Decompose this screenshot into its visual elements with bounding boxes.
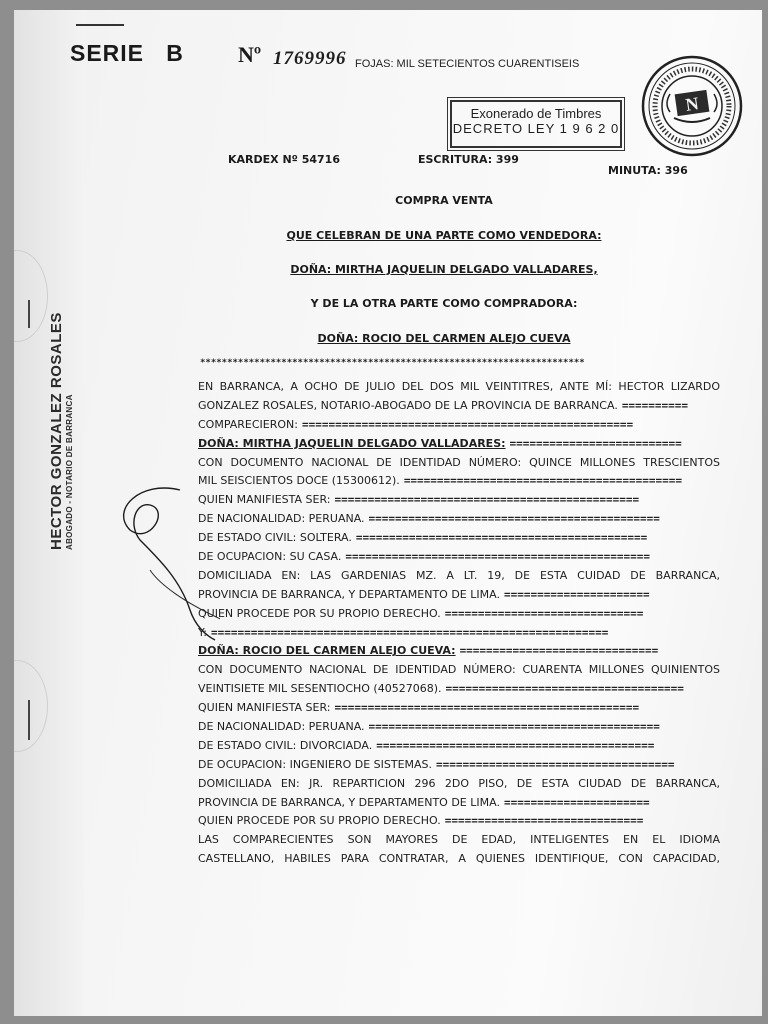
body-line-text: QUIEN MANIFIESTA SER: (198, 701, 331, 715)
margin-mark (28, 300, 30, 328)
kardex-number: KARDEX Nº 54716 (228, 153, 340, 166)
body-line-fill: ============================================================ (210, 625, 609, 639)
body-line (198, 397, 720, 416)
body-line (198, 661, 720, 680)
exoneration-stamp (450, 100, 622, 148)
body-line-text: VEINTISIETE MIL SESENTIOCHO (40527068). (198, 682, 442, 696)
body-line-fill: ========== (621, 398, 689, 412)
body-line (198, 491, 720, 510)
body-line (198, 642, 720, 661)
body-line-text: DE ESTADO CIVIL: SOLTERA. (198, 531, 352, 545)
body-line (198, 737, 720, 756)
body-line-text: MIL SEISCIENTOS DOCE (15300612). (198, 474, 400, 488)
body-line-text: CON DOCUMENTO NACIONAL DE IDENTIDAD NÚMERO: CUARENTA MILLONES QUINIENTOS (198, 663, 720, 677)
asterisk-separator: *********************************************************************** (200, 358, 585, 368)
body-line (198, 624, 720, 643)
notary-signature-icon (110, 450, 220, 660)
deed-buyer-name: DOÑA: ROCIO DEL CARMEN ALEJO CUEVA (317, 332, 571, 345)
body-line (198, 567, 720, 586)
body-line-fill: ====================== (503, 795, 650, 809)
body-line-fill: ========================================== (403, 474, 682, 488)
body-line-text: DE NACIONALIDAD: PERUANA. (198, 512, 365, 526)
svg-text:N: N (684, 93, 700, 115)
body-line (198, 472, 720, 491)
body-line-fill: ============================================ (368, 720, 660, 734)
body-line (198, 510, 720, 529)
body-line-text: DE ESTADO CIVIL: DIVORCIADA. (198, 738, 373, 752)
body-line-text: QUIEN MANIFIESTA SER: (198, 493, 331, 507)
margin-mark (28, 700, 30, 740)
fojas-label: FOJAS: MIL SETECIENTOS CUARENTISEIS (355, 58, 580, 70)
body-line-text: LAS COMPARECIENTES SON MAYORES DE EDAD, INTELIGENTES EN EL IDIOMA (198, 833, 720, 847)
body-line-text: DOÑA: ROCIO DEL CARMEN ALEJO CUEVA: (198, 644, 456, 658)
body-line-fill: ==================================== (445, 682, 684, 696)
body-line-text: GONZALEZ ROSALES, NOTARIO-ABOGADO DE LA PROVINCIA DE BARRANCA. (198, 398, 618, 412)
body-line-text: DOMICILIADA EN: JR. REPARTICION 296 2DO PISO, DE ESTA CIUDAD DE BARRANCA, (198, 776, 720, 790)
body-line (198, 680, 720, 699)
body-line-fill: ============================================== (334, 493, 640, 507)
deed-subtitle-seller-intro: QUE CELEBRAN DE UNA PARTE COMO VENDEDORA: (286, 229, 602, 242)
body-line (198, 548, 720, 567)
body-line-text: CASTELLANO, HABILES PARA CONTRATAR, A QUIENES IDENTIFIQUE, CON CAPACIDAD, (198, 852, 720, 866)
minuta-number: MINUTA: 396 (608, 164, 688, 177)
body-line (198, 794, 720, 813)
body-line-text: CON DOCUMENTO NACIONAL DE IDENTIDAD NÚMERO: QUINCE MILLONES TRESCIENTOS (198, 455, 720, 469)
number-symbol: Nº (238, 42, 262, 67)
body-line-text: EN BARRANCA, A OCHO DE JULIO DEL DOS MIL VEINTITRES, ANTE MÍ: HECTOR LIZARDO (198, 380, 720, 393)
document-page (14, 10, 762, 1016)
deed-buyer-intro: Y DE LA OTRA PARTE COMO COMPRADORA: (310, 297, 578, 310)
body-line (198, 850, 720, 869)
stamp-line-2: DECRETO LEY 1 9 6 2 0 (452, 121, 620, 136)
stamp-line-1: Exonerado de Timbres (470, 106, 602, 121)
body-line-fill: ============================== (444, 814, 644, 828)
escritura-number: ESCRITURA: 399 (418, 153, 519, 166)
body-line-fill: ============================== (444, 606, 644, 620)
body-line (198, 435, 720, 454)
body-line-fill: ============================================ (355, 531, 648, 545)
body-line-text: DE NACIONALIDAD: PERUANA. (198, 720, 365, 734)
body-line (198, 586, 720, 605)
body-line-text: DE OCUPACION: SU CASA. (198, 550, 342, 564)
notary-title: ABOGADO - NOTARIO DE BARRANCA (65, 394, 74, 550)
body-line (198, 718, 720, 737)
body-line-text: DOMICILIADA EN: LAS GARDENIAS MZ. A LT. 19, DE ESTA CUIDAD DE BARRANCA, (198, 568, 720, 582)
body-line-text: PROVINCIA DE BARRANCA, Y DEPARTAMENTO DE LIMA. (198, 795, 500, 809)
body-line-fill: ==================================== (436, 757, 675, 771)
notary-college-seal-icon (640, 54, 744, 158)
body-line (198, 831, 720, 850)
body-line (198, 699, 720, 718)
body-line-text: DOÑA: MIRTHA JAQUELIN DELGADO VALLADARES: (198, 436, 506, 450)
serie-label: SERIE B (70, 40, 184, 66)
body-line-text: Y: (198, 625, 207, 639)
body-line (198, 605, 720, 624)
body-line-text: DE OCUPACION: INGENIERO DE SISTEMAS. (198, 757, 433, 771)
body-line (198, 756, 720, 775)
body-line (198, 454, 720, 473)
body-line-fill: ============================== (459, 644, 659, 658)
body-line (198, 378, 720, 397)
body-line-text: QUIEN PROCEDE POR SU PROPIO DERECHO. (198, 814, 441, 828)
body-line-text: COMPARECIERON: (198, 417, 298, 431)
body-line-fill: ========================================== (376, 738, 655, 752)
body-line-text: QUIEN PROCEDE POR SU PROPIO DERECHO. (198, 606, 441, 620)
body-line-fill: ============================================ (368, 512, 660, 526)
notary-stamp (48, 312, 74, 550)
body-line (198, 775, 720, 794)
deed-body (198, 378, 720, 869)
deed-title: COMPRA VENTA (395, 194, 493, 207)
notary-name: HECTOR GONZALEZ ROSALES (48, 312, 65, 550)
body-line-fill: ============================================== (334, 701, 640, 715)
body-line-fill: ============================================== (345, 550, 650, 564)
body-line-fill: ====================== (503, 587, 650, 601)
body-line-fill: ========================== (509, 436, 682, 450)
deed-seller-name: DOÑA: MIRTHA JAQUELIN DELGADO VALLADARES, (290, 263, 598, 276)
document-number: 1769996 (273, 48, 347, 69)
body-line (198, 529, 720, 548)
top-dash (76, 24, 124, 26)
body-line-fill: ================================================== (302, 417, 634, 431)
body-line-text: PROVINCIA DE BARRANCA, Y DEPARTAMENTO DE LIMA. (198, 587, 500, 601)
body-line (198, 416, 720, 435)
body-line (198, 812, 720, 831)
